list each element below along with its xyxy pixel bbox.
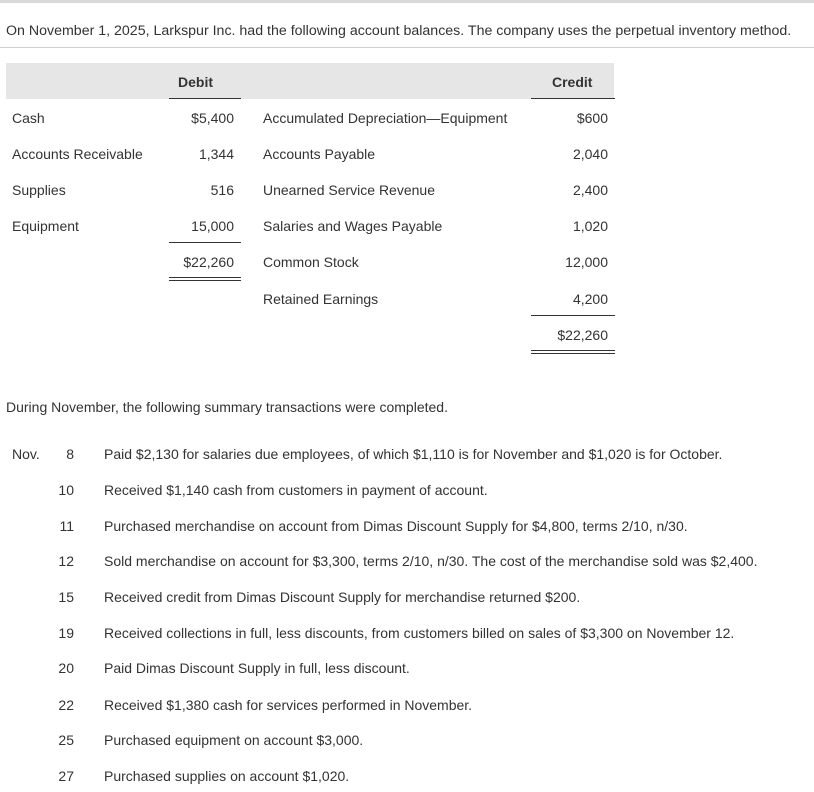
debit-total-double-rule xyxy=(169,277,241,281)
top-border xyxy=(0,0,814,3)
credit-header-rule xyxy=(531,98,615,99)
transaction-day: 22 xyxy=(58,697,74,713)
credit-amount-salaries-wages-payable: 1,020 xyxy=(572,218,608,234)
credit-amount-unearned-service-revenue: 2,400 xyxy=(572,182,608,198)
debit-amount-cash: $5,400 xyxy=(191,110,234,126)
section-divider xyxy=(0,47,814,48)
during-text: During November, the following summary transactions were completed. xyxy=(6,399,448,415)
transaction-day: 12 xyxy=(58,553,74,569)
debit-total: $22,260 xyxy=(183,254,234,270)
transaction-text: Paid $2,130 for salaries due employees, of which $1,110 is for November and $1,020 is for October. xyxy=(104,446,723,462)
transaction-text: Purchased supplies on account $1,020. xyxy=(104,768,350,784)
credit-header: Credit xyxy=(552,74,593,90)
table-header-band xyxy=(6,63,614,99)
transaction-text: Received collections in full, less discounts, from customers billed on sales of $3,300 on November 12. xyxy=(104,625,735,641)
transaction-day: 20 xyxy=(58,660,74,676)
transaction-day: 10 xyxy=(58,482,74,498)
transaction-text: Received credit from Dimas Discount Supply for merchandise returned $200. xyxy=(104,589,581,605)
transaction-day: 25 xyxy=(58,732,74,748)
transaction-day: 19 xyxy=(58,625,74,641)
credit-account-accumulated-depreciation: Accumulated Depreciation—Equipment xyxy=(263,110,508,126)
debit-account-accounts-receivable: Accounts Receivable xyxy=(12,146,143,162)
credit-total: $22,260 xyxy=(557,327,608,343)
debit-amount-accounts-receivable: 1,344 xyxy=(198,146,234,162)
transaction-text: Received $1,380 cash for services performed in November. xyxy=(104,697,473,713)
transaction-text: Sold merchandise on account for $3,300, terms 2/10, n/30. The cost of the merchandise sold was $2,400. xyxy=(104,553,758,569)
credit-amount-common-stock: 12,000 xyxy=(565,254,608,270)
month-label: Nov. xyxy=(12,446,40,462)
credit-amount-accumulated-depreciation: $600 xyxy=(576,110,608,126)
debit-header: Debit xyxy=(178,74,213,90)
credit-account-accounts-payable: Accounts Payable xyxy=(263,146,376,162)
transaction-day: 8 xyxy=(66,446,74,462)
credit-account-salaries-wages-payable: Salaries and Wages Payable xyxy=(263,218,443,234)
transaction-text: Paid Dimas Discount Supply in full, less discount. xyxy=(104,660,410,676)
transaction-day: 27 xyxy=(58,768,74,784)
transaction-day: 15 xyxy=(58,589,74,605)
transaction-text: Purchased merchandise on account from Dimas Discount Supply for $4,800, terms 2/10, n/30. xyxy=(104,518,688,534)
credit-amount-retained-earnings: 4,200 xyxy=(572,291,608,307)
debit-total-rule xyxy=(169,242,241,243)
credit-total-double-rule xyxy=(531,350,615,354)
credit-account-common-stock: Common Stock xyxy=(263,254,359,270)
credit-amount-accounts-payable: 2,040 xyxy=(572,146,608,162)
credit-total-rule xyxy=(531,315,615,316)
credit-account-retained-earnings: Retained Earnings xyxy=(263,291,379,307)
debit-account-cash: Cash xyxy=(12,110,45,126)
transaction-text: Purchased equipment on account $3,000. xyxy=(104,732,364,748)
debit-amount-supplies: 516 xyxy=(210,182,234,198)
credit-account-unearned-service-revenue: Unearned Service Revenue xyxy=(263,182,435,198)
intro-text: On November 1, 2025, Larkspur Inc. had the following account balances. The company uses the perpetual inventory method. xyxy=(6,23,792,39)
debit-amount-equipment: 15,000 xyxy=(191,218,234,234)
transaction-text: Received $1,140 cash from customers in payment of account. xyxy=(104,482,488,498)
debit-account-equipment: Equipment xyxy=(12,218,79,234)
debit-header-rule xyxy=(169,98,241,99)
transaction-day: 11 xyxy=(59,518,74,534)
debit-account-supplies: Supplies xyxy=(12,182,66,198)
